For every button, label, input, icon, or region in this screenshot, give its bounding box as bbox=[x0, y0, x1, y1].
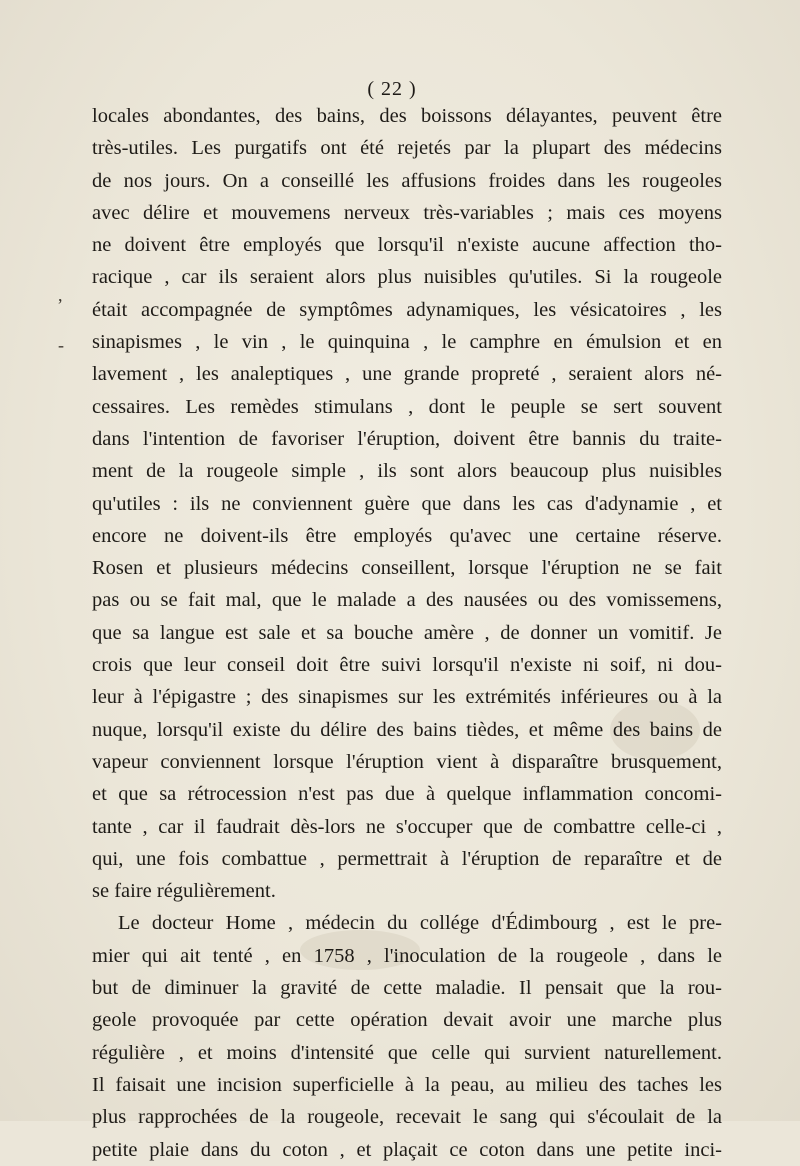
text-line: se faire régulièrement. bbox=[92, 880, 276, 903]
text-line: racique , car ils seraient alors plus nuisibles qu'utiles. Si la rougeole bbox=[92, 266, 722, 289]
text-line: crois que leur conseil doit être suivi lorsqu'il n'existe ni soif, ni dou- bbox=[92, 654, 722, 677]
text-line: et que sa rétrocession n'est pas due à quelque inflammation concomi- bbox=[92, 783, 722, 806]
text-line: très-utiles. Les purgatifs ont été rejetés par la plupart des médecins bbox=[92, 137, 722, 160]
text-line: locales abondantes, des bains, des boissons délayantes, peuvent être bbox=[92, 105, 722, 127]
text-line: cessaires. Les remèdes stimulans , dont le peuple se sert souvent bbox=[92, 395, 722, 418]
text-line: pas ou se fait mal, que le malade a des nausées ou des vomissemens, bbox=[92, 589, 722, 612]
text-line: était accompagnée de symptômes adynamiques, les vésicatoires , les bbox=[92, 298, 722, 321]
text-line: nuque, lorsqu'il existe du délire des bains tièdes, et même des bains de bbox=[92, 718, 722, 741]
text-line: plus rapprochées de la rougeole, recevait le sang qui s'écoulait de la bbox=[92, 1106, 722, 1129]
text-line: Le docteur Home , médecin du collége d'Édimbourg , est le pre- bbox=[118, 912, 722, 935]
text-line: Rosen et plusieurs médecins conseillent, lorsque l'éruption ne se fait bbox=[92, 557, 722, 580]
text-line: que sa langue est sale et sa bouche amère , de donner un vomitif. Je bbox=[92, 621, 722, 644]
text-line: ne doivent être employés que lorsqu'il n'existe aucune affection tho- bbox=[92, 234, 722, 257]
margin-mark: , bbox=[58, 285, 63, 305]
text-line: geole provoquée par cette opération devait avoir une marche plus bbox=[92, 1009, 722, 1032]
margin-mark: - bbox=[58, 335, 64, 355]
text-line: lavement , les analeptiques , une grande propreté , seraient alors né- bbox=[92, 363, 722, 386]
text-line: régulière , et moins d'intensité que celle qui survient naturellement. bbox=[92, 1041, 722, 1064]
text-line: Il faisait une incision superficielle à la peau, au milieu des taches les bbox=[92, 1073, 722, 1096]
text-line: petite plaie dans du coton , et plaçait ce coton dans une petite inci- bbox=[92, 1138, 722, 1161]
text-line: encore ne doivent-ils être employés qu'avec une certaine réserve. bbox=[92, 524, 722, 547]
text-line: leur à l'épigastre ; des sinapismes sur les extrémités inférieures ou à la bbox=[92, 686, 722, 709]
text-line: ment de la rougeole simple , ils sont alors beaucoup plus nuisibles bbox=[92, 460, 722, 483]
body-text bbox=[92, 100, 722, 1166]
text-line: dans l'intention de favoriser l'éruption, doivent être bannis du traite- bbox=[92, 427, 722, 450]
text-line: qu'utiles : ils ne conviennent guère que dans les cas d'adynamie , et bbox=[92, 492, 722, 515]
text-line: avec délire et mouvemens nerveux très-variables ; mais ces moyens bbox=[92, 201, 722, 224]
text-line: but de diminuer la gravité de cette maladie. Il pensait que la rou- bbox=[92, 977, 722, 1000]
page-number: ( 22 ) bbox=[367, 78, 417, 100]
text-line: sinapismes , le vin , le quinquina , le camphre en émulsion et en bbox=[92, 331, 722, 354]
text-line: vapeur conviennent lorsque l'éruption vient à disparaître brusquement, bbox=[92, 750, 722, 773]
text-line: de nos jours. On a conseillé les affusions froides dans les rougeoles bbox=[92, 169, 722, 192]
text-line: tante , car il faudrait dès-lors ne s'occuper que de combattre celle-ci , bbox=[92, 815, 722, 838]
text-line: qui, une fois combattue , permettrait à l'éruption de reparaître et de bbox=[92, 847, 722, 870]
text-line: mier qui ait tenté , en 1758 , l'inoculation de la rougeole , dans le bbox=[92, 944, 722, 967]
